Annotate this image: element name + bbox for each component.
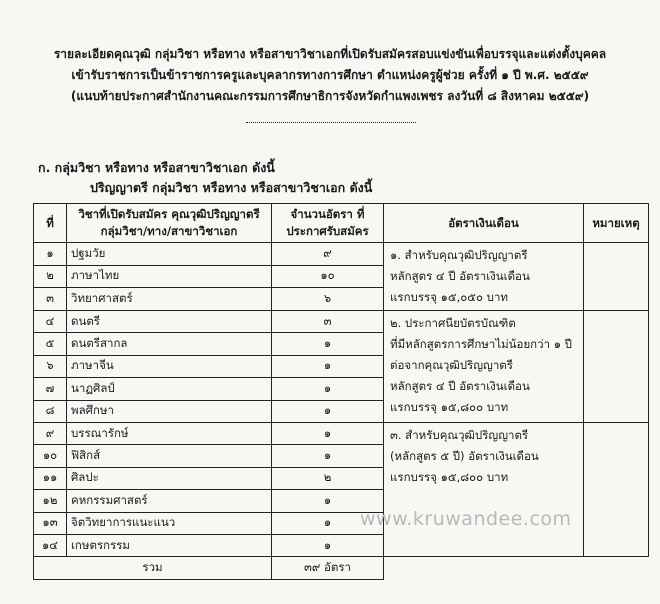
table-row: [34, 243, 649, 266]
document-header: [0, 44, 660, 107]
row-quota: ๑: [272, 333, 384, 355]
section-subtitle: ปริญญาตรี กลุ่มวิชา หรือทาง หรือสาขาวิชาเอก ดังนี้: [90, 180, 373, 195]
row-number: ๑๑: [34, 467, 67, 489]
row-quota: ๑: [272, 400, 384, 422]
row-quota: ๑: [272, 378, 384, 400]
row-subject: วิทยาศาสตร์: [67, 288, 272, 311]
header-rate: อัตราเงินเดือน: [384, 204, 584, 243]
row-subject: บรรณารักษ์: [67, 422, 272, 444]
note-cell: [584, 311, 649, 423]
row-quota: ๑: [272, 422, 384, 444]
salary-rate-group: [384, 311, 584, 423]
salary-rate-line: ๑. สำหรับคุณวุฒิปริญญาตรี: [390, 248, 528, 262]
row-subject: ภาษาจีน: [67, 355, 272, 377]
row-quota: ๖: [272, 288, 384, 311]
row-subject: ดนตรี: [67, 311, 272, 333]
header-note: หมายเหตุ: [584, 204, 649, 243]
table-row: [34, 311, 649, 333]
row-number: ๑๐: [34, 445, 67, 467]
row-number: ๓: [34, 288, 67, 311]
row-number: ๙: [34, 422, 67, 444]
row-quota: ๑: [272, 355, 384, 377]
row-quota: ๑: [272, 512, 384, 534]
row-subject: พลศึกษา: [67, 400, 272, 422]
row-quota: ๒: [272, 467, 384, 489]
row-quota: ๙: [272, 243, 384, 266]
salary-rate-line: ๒. ประกาศนียบัตรบัณฑิต: [390, 316, 516, 330]
table-row: [34, 422, 649, 444]
header-quota: จำนวนอัตรา ที่ประกาศรับสมัคร: [272, 204, 384, 243]
header-line-3: (แนบท้ายประกาศสำนักงานคณะกรรมการศึกษาธิการจังหวัดกำแพงเพชร ลงวันที่ ๘ สิงหาคม ๒๕๕๙): [70, 89, 590, 103]
row-number: ๑๓: [34, 512, 67, 534]
row-number: ๑๒: [34, 490, 67, 512]
header-no: ที่: [34, 204, 67, 243]
salary-rate-line: หลักสูตร ๔ ปี อัตราเงินเดือน: [390, 379, 530, 393]
row-subject: จิตวิทยาการแนะแนว: [67, 512, 272, 534]
total-value: ๓๙ อัตรา: [272, 557, 384, 579]
row-quota: ๑: [272, 490, 384, 512]
row-subject: ดนตรีสากล: [67, 333, 272, 355]
row-number: ๖: [34, 355, 67, 377]
row-subject: ปฐมวัย: [67, 243, 272, 266]
salary-rate-line: แรกบรรจุ ๑๕,๘๐๐ บาท: [390, 469, 509, 484]
note-cell: [584, 243, 649, 311]
header-subject: วิชาที่เปิดรับสมัคร คุณวุฒิปริญญาตรี กลุ่มวิชา/ทาง/สาขาวิชาเอก: [67, 204, 272, 243]
header-line-2: เข้ารับราชการเป็นข้าราชการครูและบุคลากรทางการศึกษา ตำแหน่งครูผู้ช่วย ครั้งที่ ๑ ปี พ.ศ. ๒๕๕๙: [71, 68, 589, 82]
row-number: ๔: [34, 311, 67, 333]
total-row: [34, 557, 649, 579]
row-subject: คหกรรมศาสตร์: [67, 490, 272, 512]
row-number: ๕: [34, 333, 67, 355]
salary-rate-line: แรกบรรจุ ๑๕,๘๐๐ บาท: [390, 400, 509, 414]
watermark: www.kruwandee.com: [360, 508, 572, 530]
note-cell: [584, 422, 649, 556]
total-label: รวม: [34, 557, 272, 579]
row-number: ๒: [34, 265, 67, 288]
salary-rate-line: แรกบรรจุ ๑๕,๐๕๐ บาท: [390, 290, 508, 304]
row-subject: ฟิสิกส์: [67, 445, 272, 467]
salary-rate-line: ที่มีหลักสูตรการศึกษาไม่น้อยกว่า ๑ ปี: [390, 337, 572, 351]
row-quota: ๑: [272, 445, 384, 467]
table-header-row: [34, 204, 649, 243]
row-subject: เกษตรกรรม: [67, 534, 272, 556]
row-subject: นาฏศิลป์: [67, 378, 272, 400]
salary-rate-line: หลักสูตร ๔ ปี อัตราเงินเดือน: [390, 269, 530, 283]
row-quota: ๑: [272, 534, 384, 556]
row-subject: ศิลปะ: [67, 467, 272, 489]
section-title: ก. กลุ่มวิชา หรือทาง หรือสาขาวิชาเอก ดังนี้: [38, 160, 275, 175]
salary-rate-line: ๓. สำหรับคุณวุฒิปริญญาตรี: [390, 427, 529, 442]
row-number: ๘: [34, 400, 67, 422]
salary-rate-line: (หลักสูตร ๕ ปี) อัตราเงินเดือน: [390, 448, 539, 463]
row-subject: ภาษาไทย: [67, 265, 272, 288]
dotted-divider: [246, 122, 416, 123]
row-number: ๑: [34, 243, 67, 266]
row-quota: ๑๐: [272, 265, 384, 288]
header-line-1: รายละเอียดคุณวุฒิ กลุ่มวิชา หรือทาง หรือสาขาวิชาเอกที่เปิดรับสมัครสอบแข่งขันเพื่อบรรจุและแต่งตั้งบุคคล: [53, 47, 607, 61]
row-number: ๗: [34, 378, 67, 400]
salary-rate-line: ต่อจากคุณวุฒิปริญญาตรี: [390, 358, 513, 372]
salary-rate-group: [384, 243, 584, 311]
salary-rate-group: [384, 422, 584, 556]
row-number: ๑๔: [34, 534, 67, 556]
row-quota: ๓: [272, 311, 384, 333]
